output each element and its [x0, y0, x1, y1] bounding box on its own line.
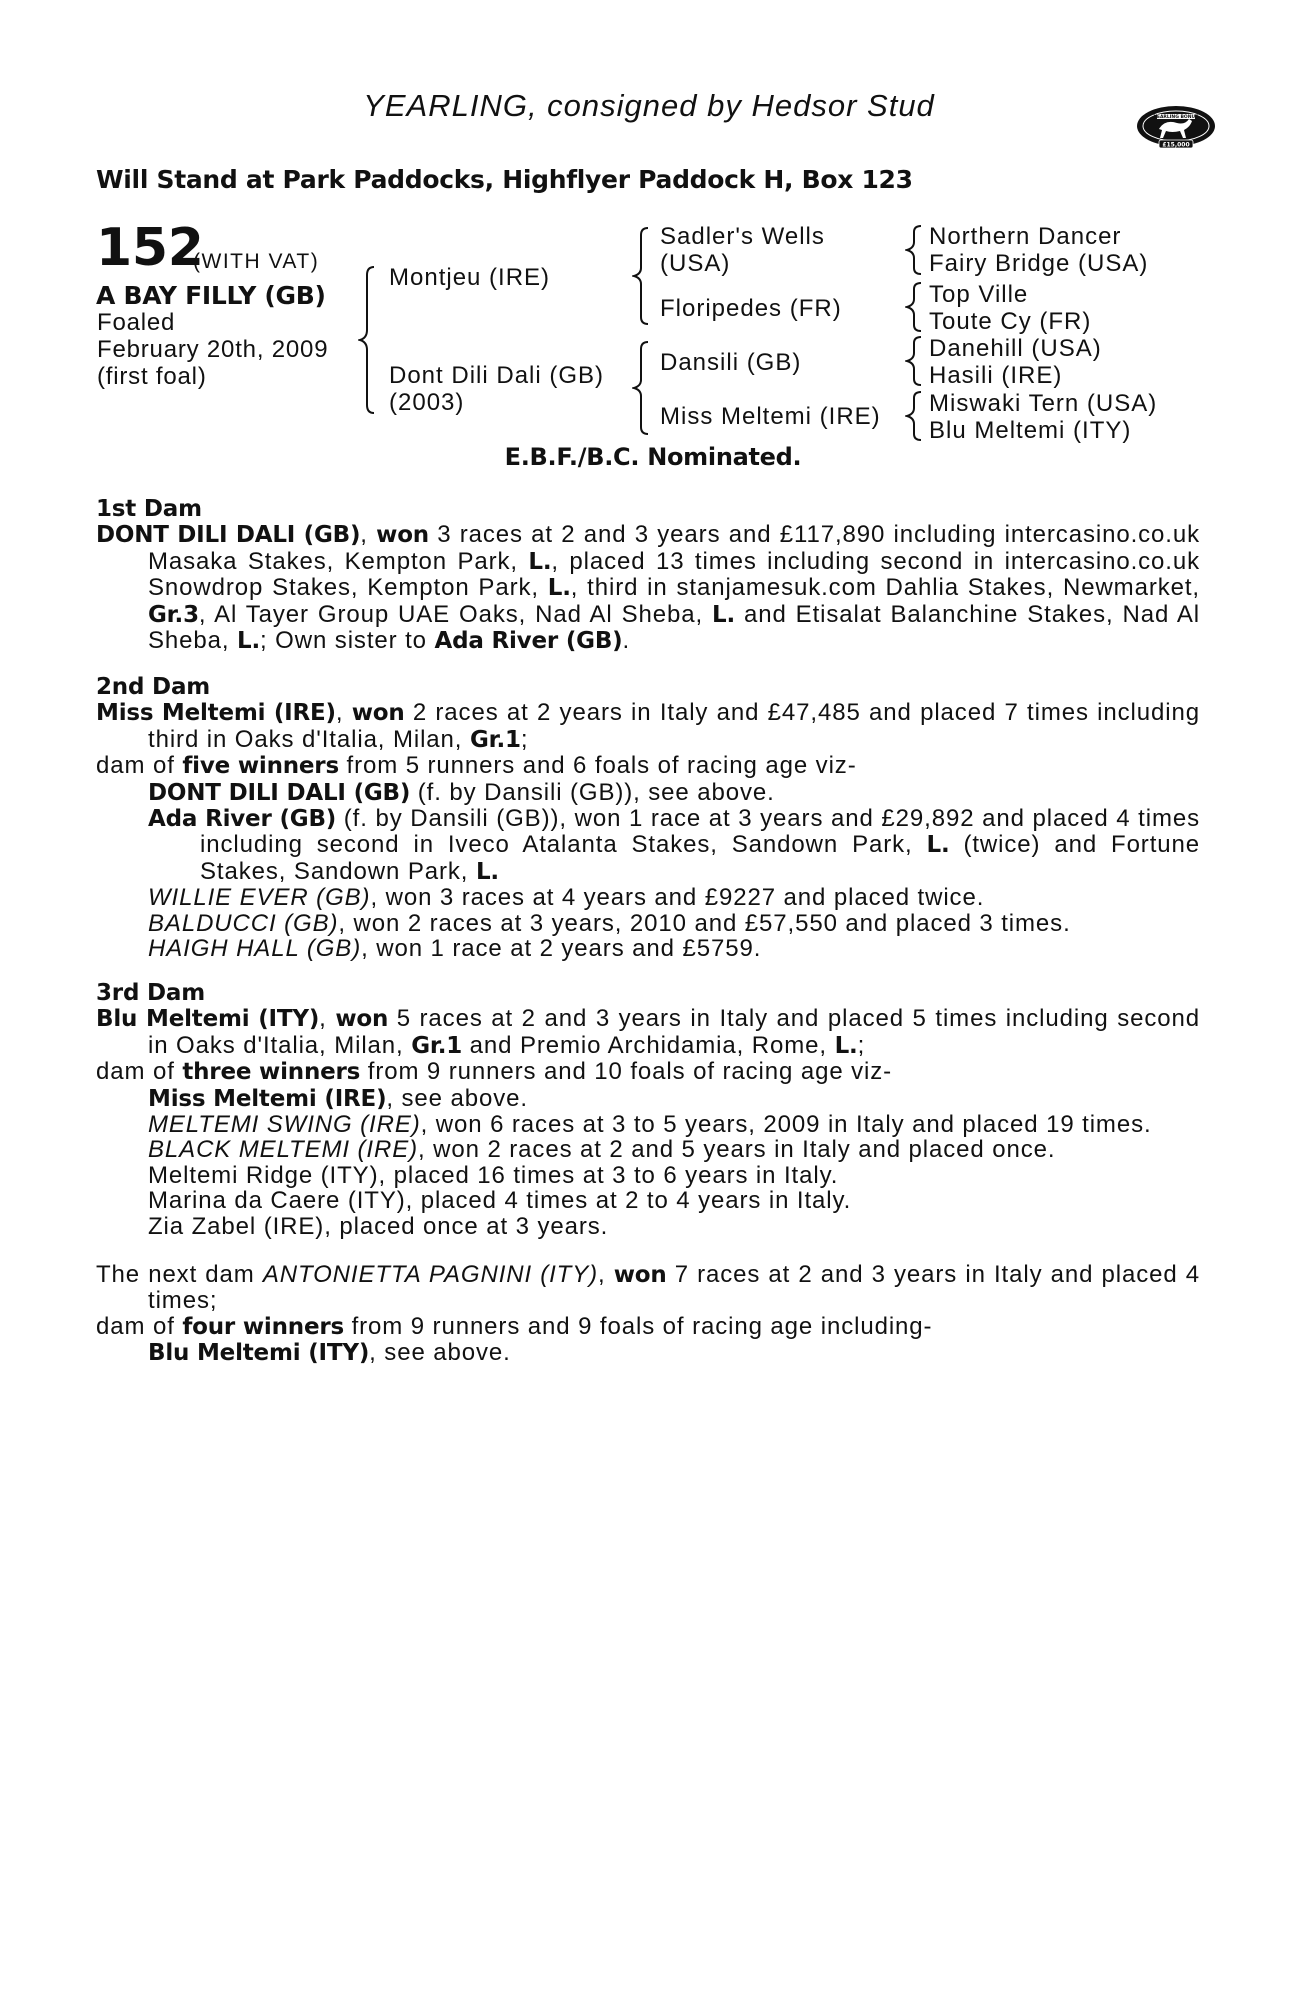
pedigree-sire-sire-country: (USA): [660, 250, 731, 277]
pedigree-dam-sire: Dansili (GB): [660, 349, 802, 376]
vat-note: (WITH VAT): [193, 250, 320, 273]
third-dam-section: [96, 981, 1200, 1239]
foaled-label: Foaled: [97, 309, 176, 336]
third-dam-record: Blu Meltemi (ITY), won 5 races at 2 and 3 years in Italy and placed 5 times including second in Oaks d'Italia, Milan, Gr.1 and Premio Archidamia, Rome, L.;: [96, 1005, 1200, 1059]
third-dam-heading: 3rd Dam: [96, 980, 205, 1006]
second-dam-heading: 2nd Dam: [96, 674, 211, 700]
first-dam-heading: 1st Dam: [96, 496, 202, 522]
pedigree-dam-dam: Miss Meltemi (IRE): [660, 403, 881, 430]
list-item: BALDUCCI (GB), won 2 races at 3 years, 2010 and £57,550 and placed 3 times.: [148, 909, 1071, 937]
pedigree-sire: Montjeu (IRE): [389, 264, 551, 291]
pedigree-sire-dam: Floripedes (FR): [660, 295, 842, 322]
list-item: Meltemi Ridge (ITY), placed 16 times at 3 to 6 years in Italy.: [148, 1161, 839, 1189]
pedigree-ddd: Blu Meltemi (ITY): [929, 417, 1132, 444]
pedigree-brace-ss: [905, 224, 925, 276]
first-dam-sister: Ada River (GB): [434, 628, 623, 655]
lot-number: 152: [96, 218, 204, 278]
list-item: WILLIE EVER (GB), won 3 races at 4 years and £9227 and placed twice.: [148, 884, 985, 912]
first-dam-won: won: [376, 522, 429, 549]
pedigree-brace-sd: [905, 281, 925, 333]
list-item: BLACK MELTEMI (IRE), won 2 races at 2 and 5 years in Italy and placed once.: [148, 1136, 1056, 1164]
pedigree-dsd: Hasili (IRE): [929, 362, 1063, 389]
pedigree-brace-sire: [632, 226, 652, 326]
list-item: Blu Meltemi (ITY), see above.: [148, 1339, 511, 1367]
nomination-note: E.B.F./B.C. Nominated.: [504, 443, 802, 471]
pedigree-dds: Miswaki Tern (USA): [929, 390, 1158, 417]
list-item: HAIGH HALL (GB), won 1 race at 2 years and £5759.: [148, 935, 762, 963]
next-dam-record: The next dam ANTONIETTA PAGNINI (ITY), won 7 races at 2 and 3 years in Italy and placed 4 times;: [96, 1261, 1201, 1315]
pedigree-brace-dam: [632, 340, 652, 436]
pedigree-brace-ds: [905, 335, 925, 387]
pedigree-sss: Northern Dancer: [929, 223, 1122, 250]
next-dam-section: [96, 1262, 1200, 1367]
second-dam-section: [96, 675, 1200, 961]
page-title: YEARLING, consigned by Hedsor Stud: [363, 88, 935, 123]
badge-label: YEARLING BONUS: [1153, 115, 1199, 120]
pedigree-sds: Top Ville: [929, 281, 1029, 308]
first-dam-record: DONT DILI DALI (GB), won 3 races at 2 and 3 years and £117,890 including intercasino.co.uk Masaka Stakes, Kempton Park, L., placed 13 times including second in intercasino.co.uk Snowdrop Stakes, Kempton Park, L., third in stanjamesuk.com Dahlia Stakes, Newmarket, Gr.3, Al Tayer Group UAE Oaks, Nad Al Sheba, L. and Etisalat Balanchine Stakes, Nad Al Sheba, L.; Own sister to Ada River (GB).: [96, 521, 1201, 655]
yearling-bonus-badge: [1135, 102, 1217, 152]
next-dam-name: ANTONIETTA PAGNINI (ITY): [262, 1261, 599, 1288]
list-item: Ada River (GB) (f. by Dansili (GB)), won 1 race at 3 years and £29,892 and placed 4 times including second in Iveco Atalanta Stakes, Sandown Park, L. (twice) and Fortune Stakes, Sandown Park, L.: [148, 805, 1201, 885]
lot-description: A BAY FILLY (GB): [96, 281, 326, 310]
third-dam-produce-intro: dam of three winners from 9 runners and 10 foals of racing age viz-: [96, 1058, 893, 1086]
pedigree-brace-main: [358, 265, 378, 415]
stand-location: Will Stand at Park Paddocks, Highflyer Paddock H, Box 123: [96, 165, 913, 194]
list-item: Zia Zabel (IRE), placed once at 3 years.: [148, 1212, 609, 1240]
pedigree-brace-dd: [905, 390, 925, 442]
list-item: DONT DILI DALI (GB) (f. by Dansili (GB)), see above.: [148, 778, 775, 806]
second-dam-record: Miss Meltemi (IRE), won 2 races at 2 years in Italy and £47,485 and placed 7 times including third in Oaks d'Italia, Milan, Gr.1;: [96, 699, 1201, 753]
pedigree-sdd: Toute Cy (FR): [929, 308, 1092, 335]
first-dam-section: [96, 497, 1200, 654]
pedigree-dss: Danehill (USA): [929, 335, 1102, 362]
pedigree-sire-sire: Sadler's Wells: [660, 223, 825, 250]
pedigree-dam-year: (2003): [389, 389, 465, 416]
pedigree-dam: Dont Dili Dali (GB): [389, 362, 605, 389]
list-item: Marina da Caere (ITY), placed 4 times at 2 to 4 years in Italy.: [148, 1187, 852, 1215]
second-dam-name: Miss Meltemi (IRE): [96, 700, 336, 727]
third-dam-name: Blu Meltemi (ITY): [96, 1006, 320, 1033]
badge-amount: £15,000: [1162, 141, 1190, 149]
foaled-date: February 20th, 2009: [97, 336, 329, 363]
pedigree-ssd: Fairy Bridge (USA): [929, 250, 1149, 277]
second-dam-produce-intro: dam of five winners from 5 runners and 6 foals of racing age viz-: [96, 752, 857, 780]
foal-note: (first foal): [97, 363, 207, 390]
next-dam-produce-intro: dam of four winners from 9 runners and 9 foals of racing age including-: [96, 1312, 933, 1340]
list-item: Miss Meltemi (IRE), see above.: [148, 1084, 528, 1112]
first-dam-name: DONT DILI DALI (GB): [96, 522, 361, 549]
list-item: MELTEMI SWING (IRE), won 6 races at 3 to 5 years, 2009 in Italy and placed 19 times.: [148, 1111, 1152, 1139]
